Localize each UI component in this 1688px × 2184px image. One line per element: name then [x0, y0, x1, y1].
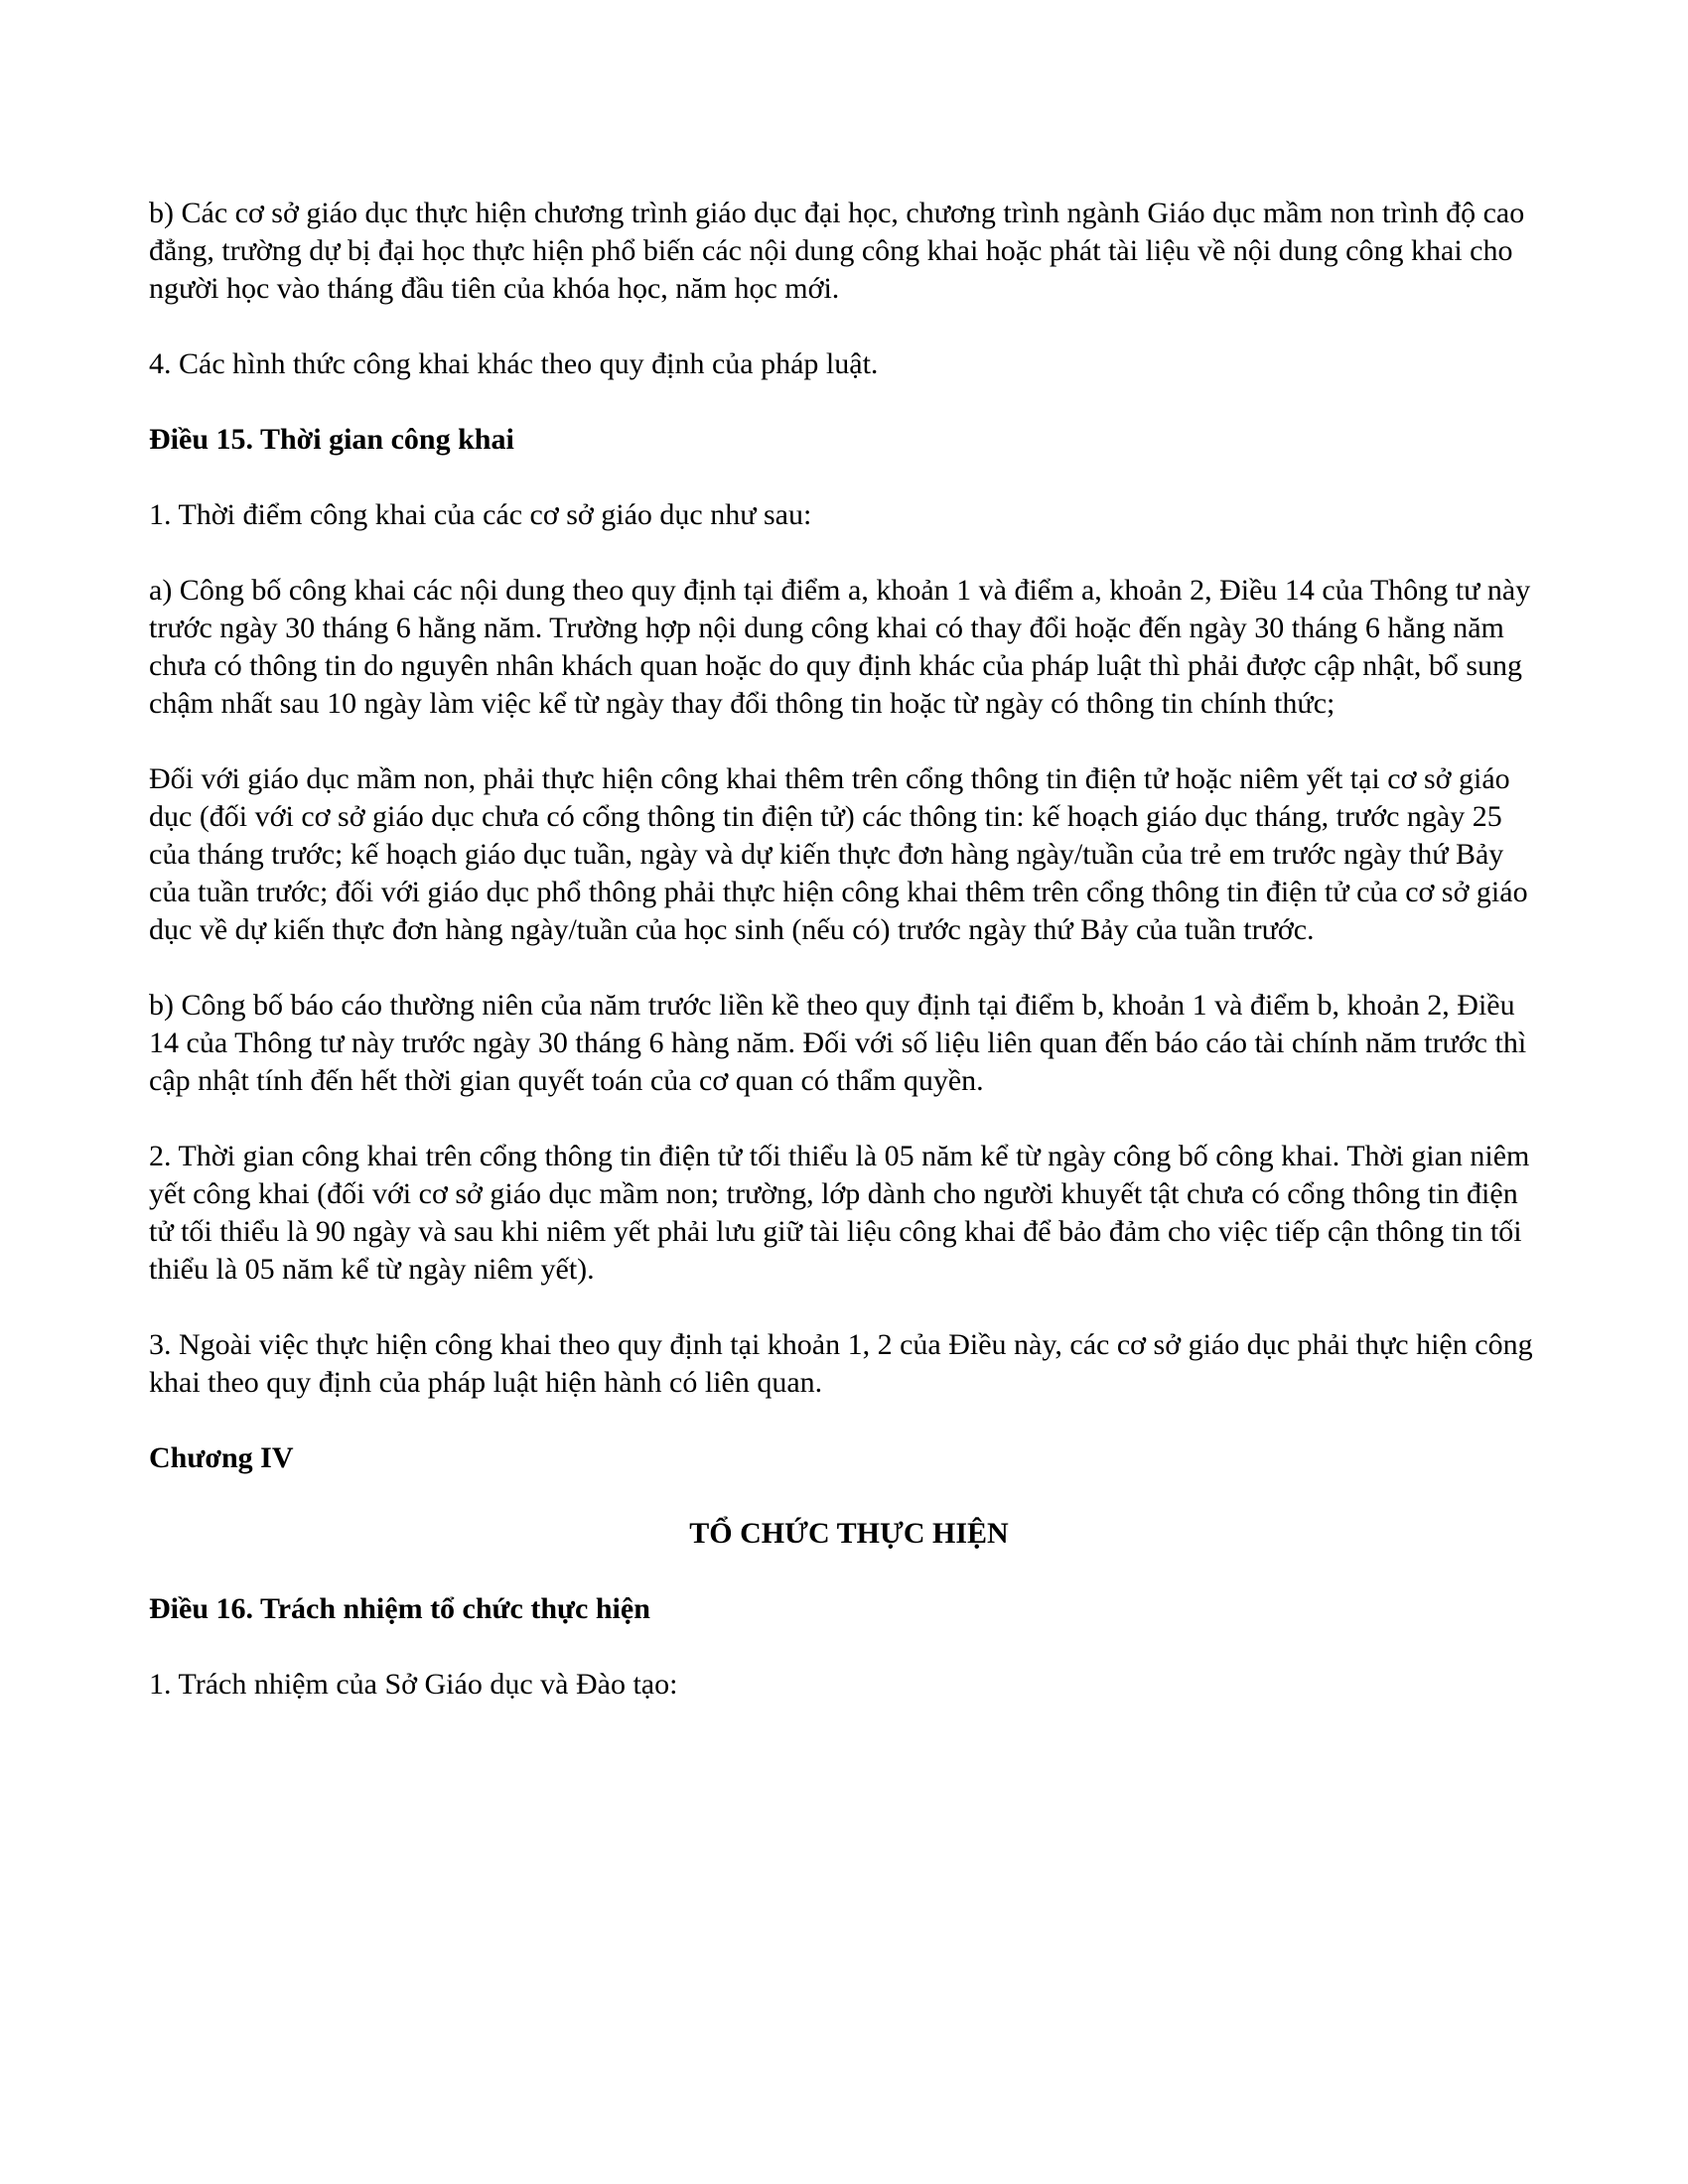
paragraph-point-b-bao-cao-thuong-nien: b) Công bố báo cáo thường niên của năm trước liền kề theo quy định tại điểm b, khoản 1 và điểm b, khoản 2, Điều 14 của Thông tư này trước ngày 30 tháng 6 hàng năm. Đối với số liệu liên quan đến báo cáo tài chính năm trước thì cập nhật tính đến hết thời gian quyết toán của cơ quan có thẩm quyền.	[149, 989, 1527, 1097]
paragraph-khoan-1-trach-nhiem-so-gddt: 1. Trách nhiệm của Sở Giáo dục và Đào tạo:	[149, 1668, 678, 1701]
heading-dieu-16: Điều 16. Trách nhiệm tổ chức thực hiện	[149, 1592, 650, 1625]
paragraph-khoan-2-thoi-gian-cong-khai: 2. Thời gian công khai trên cổng thông tin điện tử tối thiểu là 05 năm kể từ ngày công bố công khai. Thời gian niêm yết công khai (đối với cơ sở giáo dục mầm non; trường, lớp dành cho người khuyết tật chưa có cổng thông tin điện tử tối thiểu là 90 ngày và sau khi niêm yết phải lưu giữ tài liệu công khai để bảo đảm cho việc tiếp cận thông tin tối thiểu là 05 năm kể từ ngày niêm yết).	[149, 1140, 1530, 1286]
heading-chuong-iv: Chương IV	[149, 1441, 294, 1474]
paragraph-khoan-3-ngoai-viec: 3. Ngoài việc thực hiện công khai theo quy định tại khoản 1, 2 của Điều này, các cơ sở giáo dục phải thực hiện công khai theo quy định của pháp luật hiện hành có liên quan.	[149, 1328, 1533, 1399]
paragraph-point-a-cong-bo: a) Công bố công khai các nội dung theo quy định tại điểm a, khoản 1 và điểm a, khoản 2, Điều 14 của Thông tư này trước ngày 30 tháng 6 hằng năm. Trường hợp nội dung công khai có thay đổi hoặc đến ngày 30 tháng 6 hằng năm chưa có thông tin do nguyên nhân khách quan hoặc do quy định khác của pháp luật thì phải được cập nhật, bổ sung chậm nhất sau 10 ngày làm việc kể từ ngày thay đổi thông tin hoặc từ ngày có thông tin chính thức;	[149, 574, 1531, 720]
paragraph-khoan-1-thoi-diem: 1. Thời điểm công khai của các cơ sở giáo dục như sau:	[149, 498, 812, 531]
paragraph-doi-voi-giao-duc-mam-non: Đối với giáo dục mầm non, phải thực hiện công khai thêm trên cổng thông tin điện tử hoặc niêm yết tại cơ sở giáo dục (đối với cơ sở giáo dục chưa có cổng thông tin điện tử) các thông tin: kế hoạch giáo dục tháng, trước ngày 25 của tháng trước; kế hoạch giáo dục tuần, ngày và dự kiến thực đơn hàng ngày/tuần của trẻ em trước ngày thứ Bảy của tuần trước; đối với giáo dục phổ thông phải thực hiện công khai thêm trên cổng thông tin điện tử của cơ sở giáo dục về dự kiến thực đơn hàng ngày/tuần của học sinh (nếu có) trước ngày thứ Bảy của tuần trước.	[149, 762, 1528, 946]
paragraph-khoan-4-hinh-thuc-khac: 4. Các hình thức công khai khác theo quy định của pháp luật.	[149, 347, 879, 380]
paragraph-point-b-pho-bien: b) Các cơ sở giáo dục thực hiện chương trình giáo dục đại học, chương trình ngành Giáo dục mầm non trình độ cao đẳng, trường dự bị đại học thực hiện phổ biến các nội dung công khai hoặc phát tài liệu về nội dung công khai cho người học vào tháng đầu tiên của khóa học, năm học mới.	[149, 197, 1525, 305]
chapter-title-to-chuc-thuc-hien: TỔ CHỨC THỰC HIỆN	[689, 1517, 1009, 1550]
heading-dieu-15: Điều 15. Thời gian công khai	[149, 423, 514, 456]
